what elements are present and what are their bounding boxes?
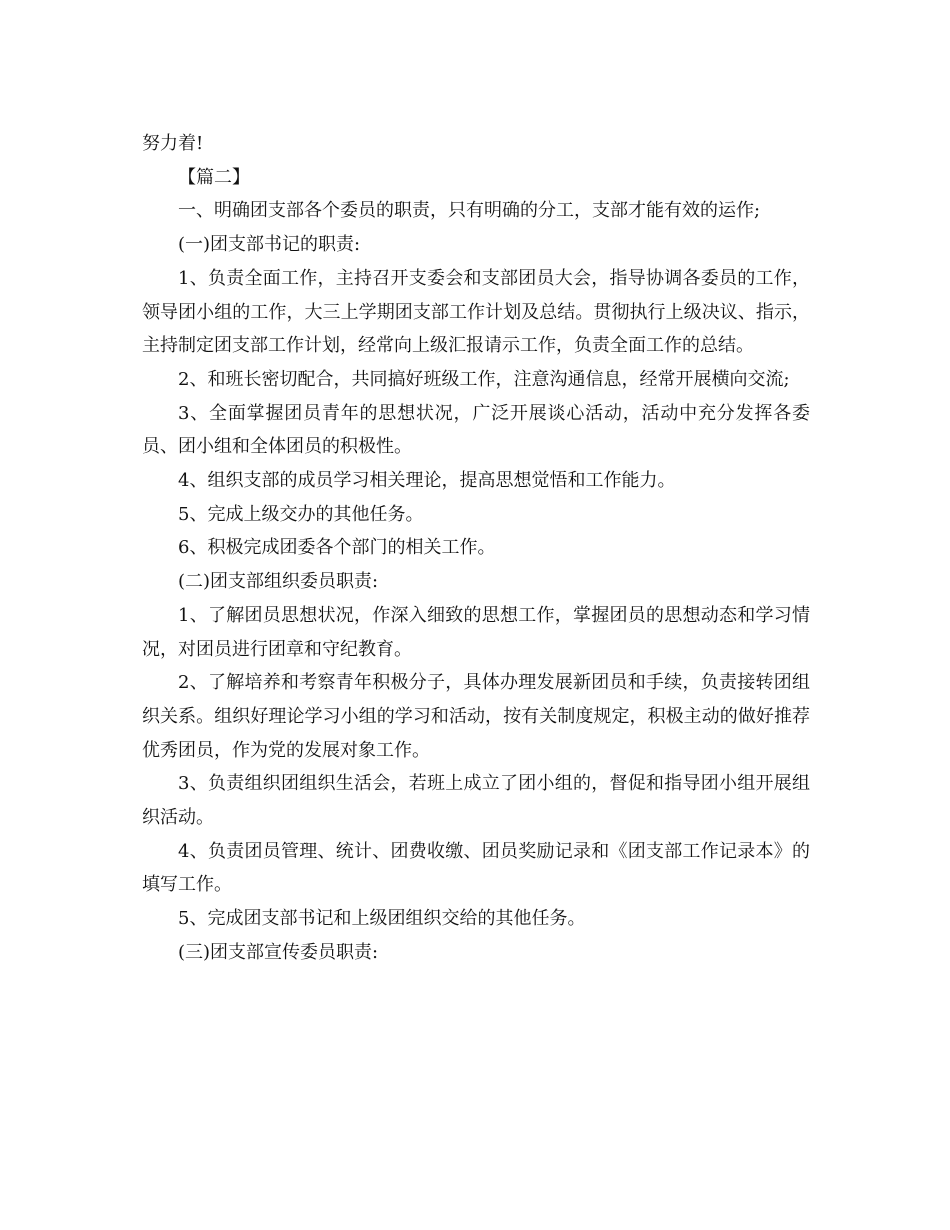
paragraph: 3、全面掌握团员青年的思想状况，广泛开展谈心活动，活动中充分发挥各委员、团小组和全体团员的积极性。 <box>142 402 810 458</box>
paragraph: 2、和班长密切配合，共同搞好班级工作，注意沟通信息，经常开展横向交流; <box>178 368 790 390</box>
subsection-heading: (一)团支部书记的职责: <box>178 234 361 256</box>
paragraph: 4、组织支部的成员学习相关理论，提高思想觉悟和工作能力。 <box>178 470 676 492</box>
subsection-heading: (三)团支部宣传委员职责: <box>178 941 379 963</box>
paragraph: 2、了解培养和考察青年积极分子，具体办理发展新团员和手续，负责接转团组织关系。组织好理论学习小组的学习和活动，按有关制度规定，积极主动的做好推荐优秀团员，作为党的发展对象工作。 <box>142 672 810 761</box>
paragraph: 4、负责团员管理、统计、团费收缴、团员奖励记录和《团支部工作记录本》的填写工作。 <box>142 840 810 896</box>
paragraph: 5、完成团支部书记和上级团组织交给的其他任务。 <box>178 908 586 930</box>
document-page <box>142 127 810 970</box>
paragraph: 5、完成上级交办的其他任务。 <box>178 503 424 525</box>
paragraph: 6、积极完成团委各个部门的相关工作。 <box>178 537 496 559</box>
paragraph: 一、明确团支部各个委员的职责，只有明确的分工，支部才能有效的运作; <box>178 200 761 222</box>
paragraph: 1、了解团员思想状况，作深入细致的思想工作，掌握团员的思想动态和学习情况，对团员进行团章和守纪教育。 <box>142 604 810 660</box>
subsection-heading: (二)团支部组织委员职责: <box>178 571 379 593</box>
paragraph: 努力着! <box>142 133 204 154</box>
paragraph: 3、负责组织团组织生活会，若班上成立了团小组的，督促和指导团小组开展组织活动。 <box>142 773 810 829</box>
section-heading: 【篇二】 <box>178 166 250 188</box>
paragraph: 1、负责全面工作，主持召开支委会和支部团员大会，指导协调各委员的工作，领导团小组的工作，大三上学期团支部工作计划及总结。贯彻执行上级决议、指示，主持制定团支部工作计划，经常向上级汇报请示工作，负责全面工作的总结。 <box>142 267 810 357</box>
